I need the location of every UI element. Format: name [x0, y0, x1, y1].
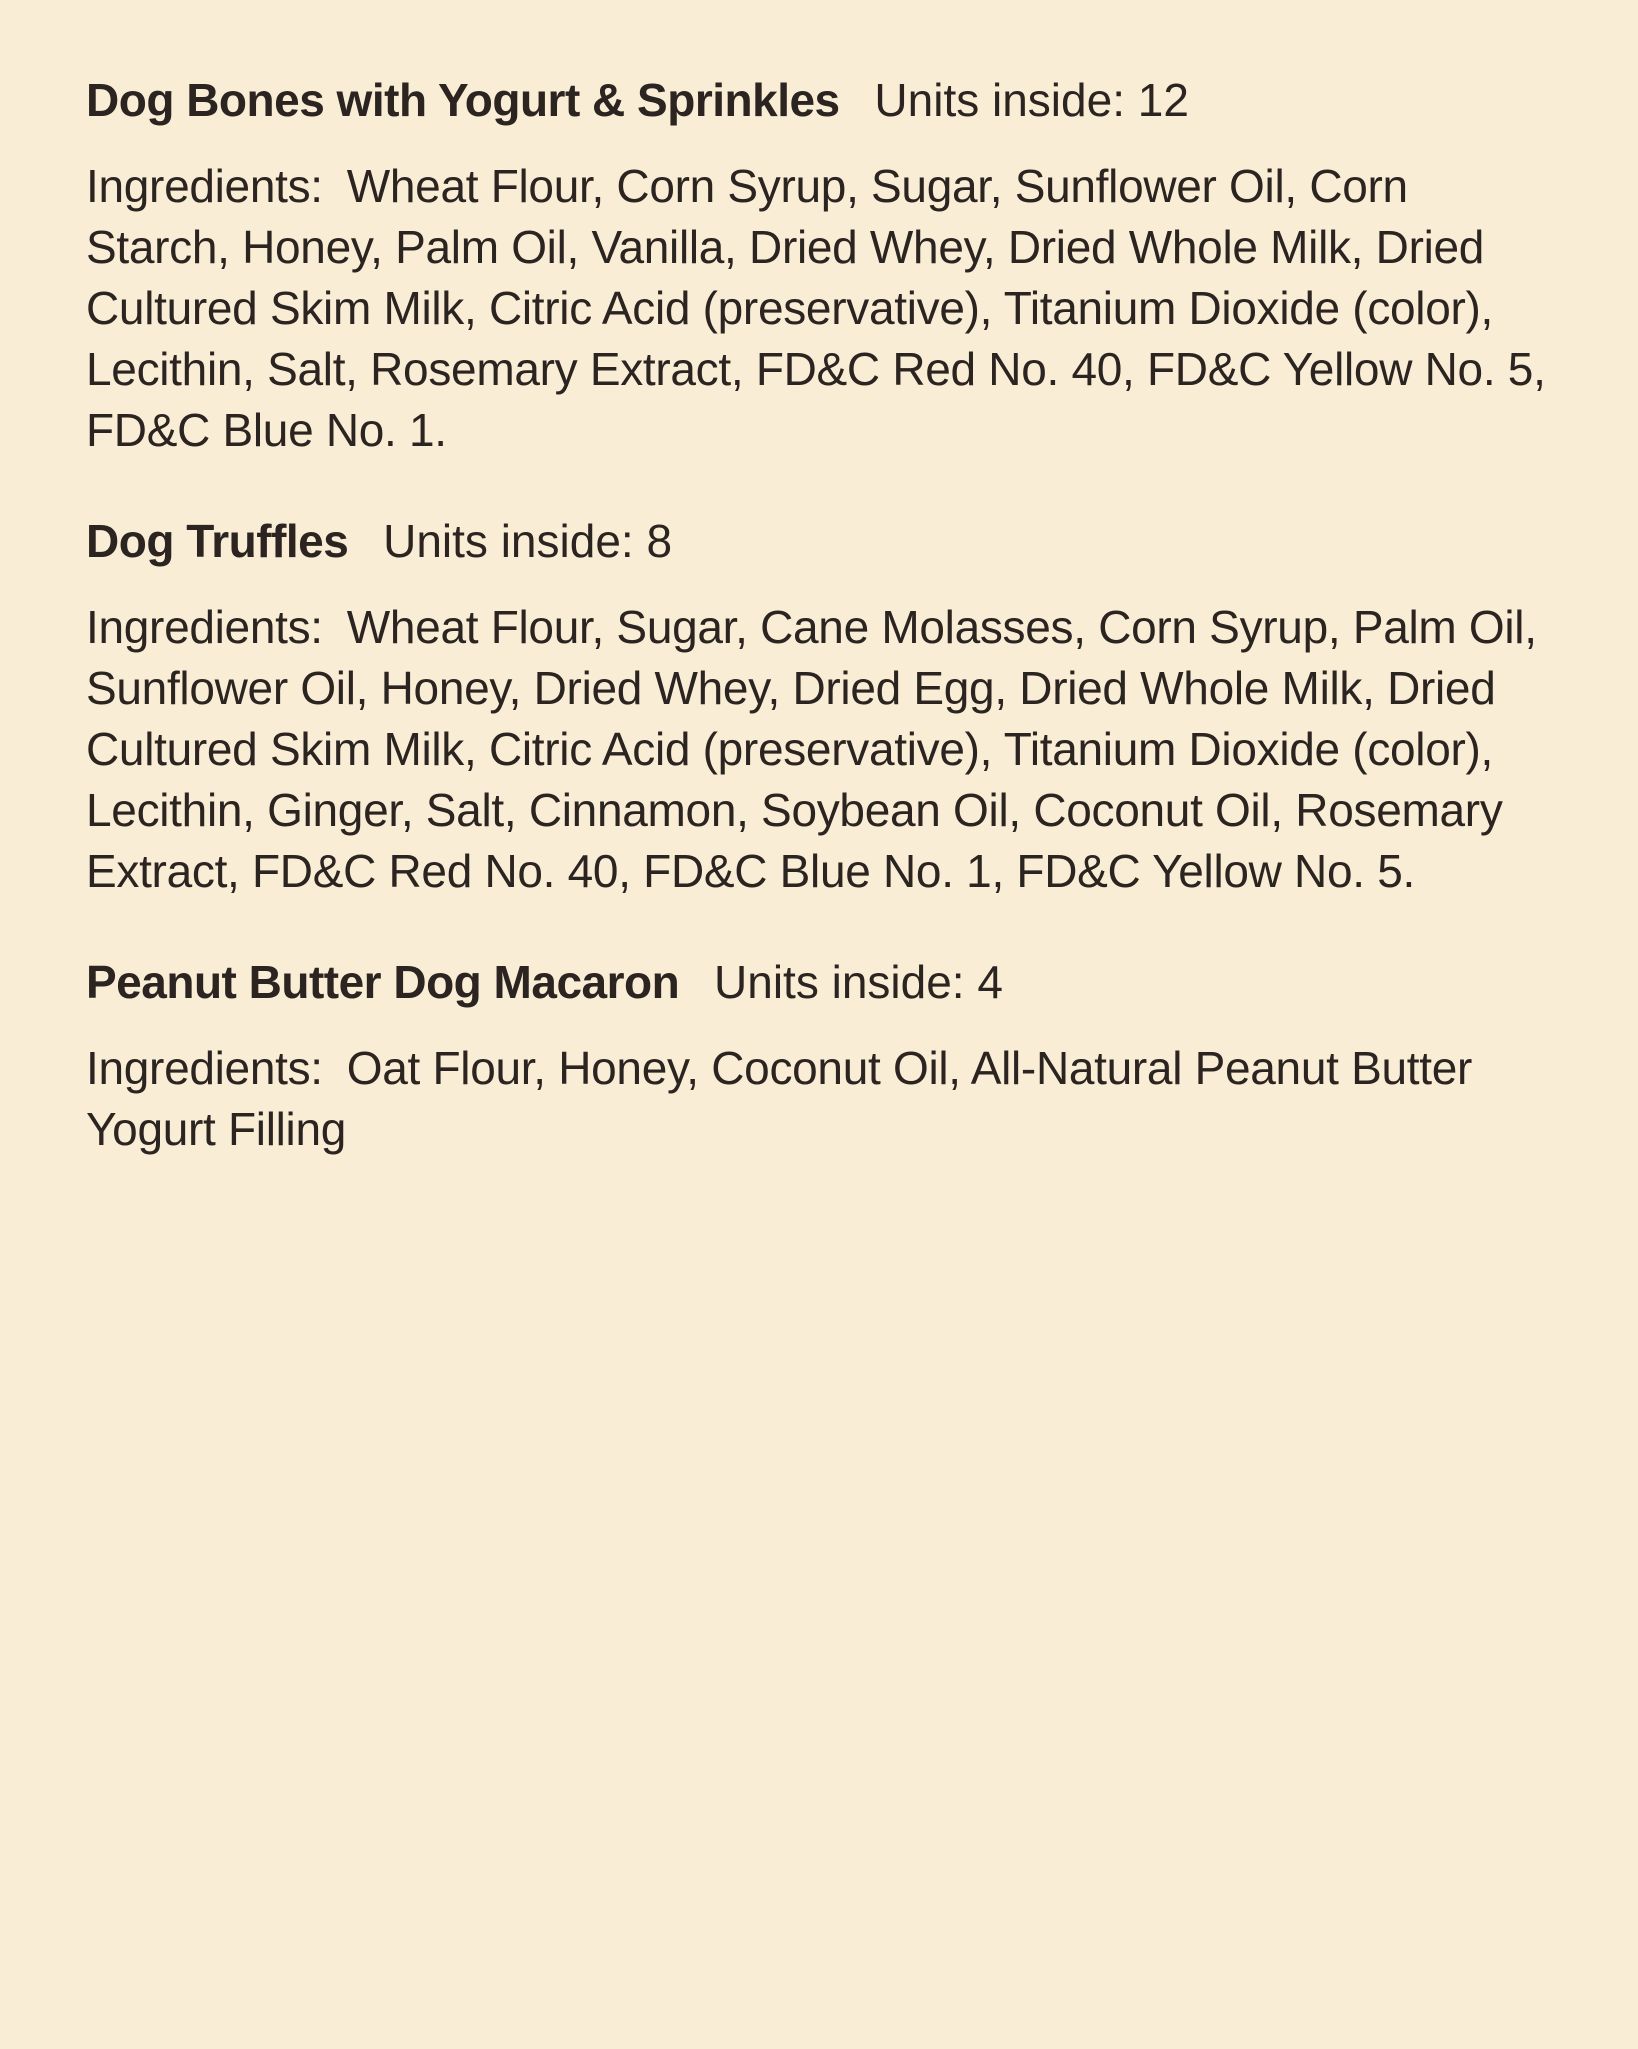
ingredients-label: Ingredients:	[86, 1042, 323, 1094]
ingredients-list: Wheat Flour, Corn Syrup, Sugar, Sunflower Oil, Corn Starch, Honey, Palm Oil, Vanilla, Dried Whey, Dried Whole Milk, Dried Cultured Skim Milk, Citric Acid (preservative), Titanium Dioxide (color), Lecithin, Salt, Rosemary Extract, FD&C Red No. 40, FD&C Yellow No. 5, FD&C Blue No. 1.	[86, 160, 1546, 456]
ingredients-text	[86, 597, 1558, 902]
product-peanut-butter-macaron	[86, 954, 1558, 1160]
ingredients-text	[86, 156, 1558, 461]
product-name: Dog Bones with Yogurt & Sprinkles	[86, 74, 840, 126]
ingredients-label: Ingredients:	[86, 160, 323, 212]
units-count: 12	[1137, 74, 1189, 126]
units-label: Units inside:	[714, 956, 965, 1008]
product-header	[86, 954, 1558, 1010]
product-dog-bones	[86, 72, 1558, 461]
units-inside	[714, 956, 1003, 1008]
product-name: Peanut Butter Dog Macaron	[86, 956, 680, 1008]
units-count: 4	[977, 956, 1003, 1008]
ingredients-list: Oat Flour, Honey, Coconut Oil, All-Natural Peanut Butter Yogurt Filling	[86, 1042, 1473, 1155]
units-label: Units inside:	[874, 74, 1125, 126]
ingredients-text	[86, 1038, 1558, 1160]
units-inside	[383, 515, 672, 567]
product-header	[86, 513, 1558, 569]
units-count: 8	[646, 515, 673, 567]
ingredients-list: Wheat Flour, Sugar, Cane Molasses, Corn Syrup, Palm Oil, Sunflower Oil, Honey, Dried Whey, Dried Egg, Dried Whole Milk, Dried Cultured Skim Milk, Citric Acid (preservative), Titanium Dioxide (color), Lecithin, Ginger, Salt, Cinnamon, Soybean Oil, Coconut Oil, Rosemary Extract, FD&C Red No. 40, FD&C Blue No. 1, FD&C Yellow No. 5.	[86, 601, 1537, 897]
product-header	[86, 72, 1558, 128]
product-dog-truffles	[86, 513, 1558, 902]
units-inside	[874, 74, 1189, 126]
units-label: Units inside:	[383, 515, 634, 567]
product-name: Dog Truffles	[86, 515, 349, 567]
ingredients-label: Ingredients:	[86, 601, 323, 653]
